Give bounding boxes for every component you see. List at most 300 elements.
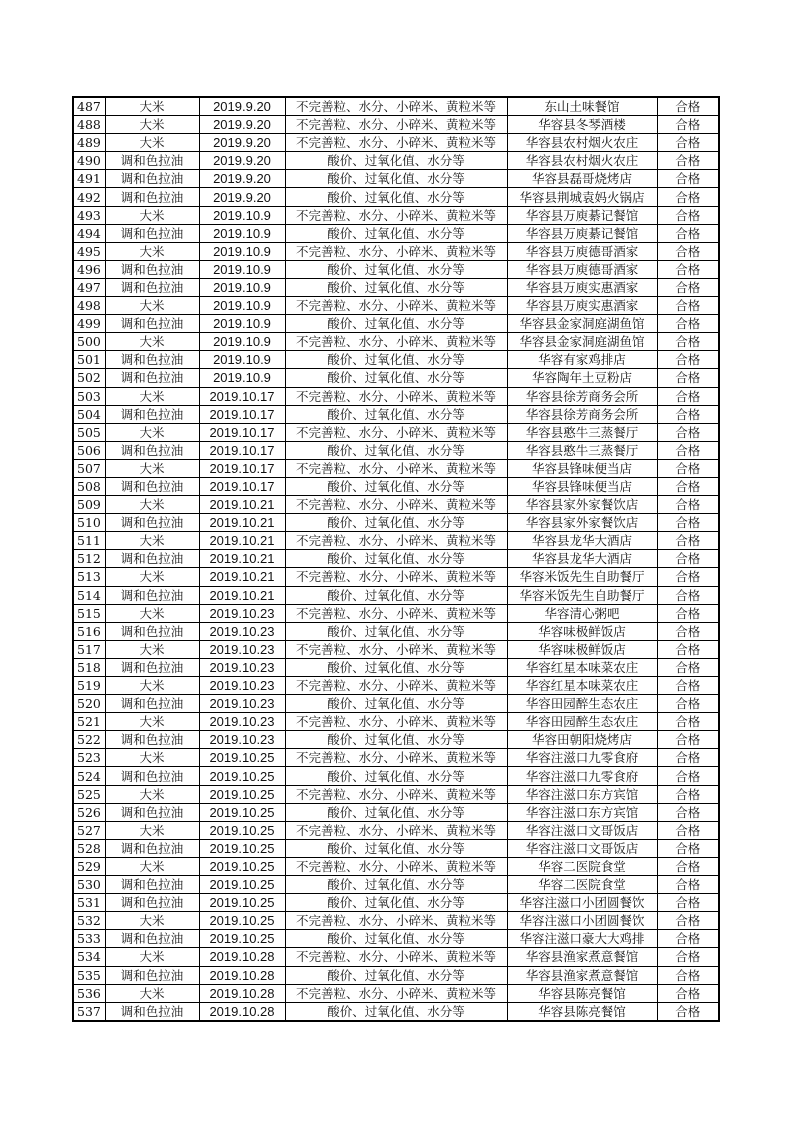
table-row bbox=[73, 134, 719, 152]
sampling-date-cell: 2019.10.21 bbox=[199, 496, 285, 514]
row-number-cell: 536 bbox=[73, 984, 105, 1002]
test-items-cell: 不完善粒、水分、小碎米、黄粒米等 bbox=[285, 206, 507, 224]
sampling-date-cell: 2019.10.23 bbox=[199, 658, 285, 676]
food-item-cell: 调和色拉油 bbox=[105, 405, 199, 423]
sampling-date-cell: 2019.10.23 bbox=[199, 695, 285, 713]
test-items-cell: 酸价、过氧化值、水分等 bbox=[285, 188, 507, 206]
sampling-date-cell: 2019.10.9 bbox=[199, 333, 285, 351]
test-items-cell: 酸价、过氧化值、水分等 bbox=[285, 152, 507, 170]
business-name-cell: 华容注滋口小团圆餐饮 bbox=[507, 912, 657, 930]
sampling-date-cell: 2019.10.25 bbox=[199, 749, 285, 767]
result-cell: 合格 bbox=[657, 134, 719, 152]
result-cell: 合格 bbox=[657, 604, 719, 622]
business-name-cell: 华容县万庾綦记餐馆 bbox=[507, 206, 657, 224]
test-items-cell: 不完善粒、水分、小碎米、黄粒米等 bbox=[285, 984, 507, 1002]
sampling-date-cell: 2019.10.25 bbox=[199, 839, 285, 857]
food-item-cell: 调和色拉油 bbox=[105, 622, 199, 640]
sampling-date-cell: 2019.10.9 bbox=[199, 369, 285, 387]
test-items-cell: 酸价、过氧化值、水分等 bbox=[285, 803, 507, 821]
result-cell: 合格 bbox=[657, 894, 719, 912]
sampling-date-cell: 2019.10.9 bbox=[199, 315, 285, 333]
table-row bbox=[73, 333, 719, 351]
table-row bbox=[73, 568, 719, 586]
business-name-cell: 华容田园醉生态农庄 bbox=[507, 695, 657, 713]
table-row bbox=[73, 297, 719, 315]
sampling-date-cell: 2019.10.17 bbox=[199, 459, 285, 477]
food-item-cell: 调和色拉油 bbox=[105, 369, 199, 387]
table-row bbox=[73, 894, 719, 912]
test-items-cell: 酸价、过氧化值、水分等 bbox=[285, 170, 507, 188]
table-row bbox=[73, 658, 719, 676]
food-item-cell: 大米 bbox=[105, 912, 199, 930]
table-row bbox=[73, 930, 719, 948]
row-number-cell: 531 bbox=[73, 894, 105, 912]
food-item-cell: 调和色拉油 bbox=[105, 876, 199, 894]
result-cell: 合格 bbox=[657, 224, 719, 242]
test-items-cell: 酸价、过氧化值、水分等 bbox=[285, 315, 507, 333]
row-number-cell: 510 bbox=[73, 514, 105, 532]
result-cell: 合格 bbox=[657, 351, 719, 369]
test-items-cell: 酸价、过氧化值、水分等 bbox=[285, 550, 507, 568]
test-items-cell: 不完善粒、水分、小碎米、黄粒米等 bbox=[285, 459, 507, 477]
sampling-date-cell: 2019.10.17 bbox=[199, 441, 285, 459]
table-row bbox=[73, 496, 719, 514]
test-items-cell: 不完善粒、水分、小碎米、黄粒米等 bbox=[285, 297, 507, 315]
row-number-cell: 492 bbox=[73, 188, 105, 206]
result-cell: 合格 bbox=[657, 278, 719, 296]
test-items-cell: 不完善粒、水分、小碎米、黄粒米等 bbox=[285, 532, 507, 550]
business-name-cell: 华容县陈亮餐馆 bbox=[507, 984, 657, 1002]
test-items-cell: 不完善粒、水分、小碎米、黄粒米等 bbox=[285, 116, 507, 134]
sampling-date-cell: 2019.10.9 bbox=[199, 224, 285, 242]
business-name-cell: 华容县荆城袁妈火锅店 bbox=[507, 188, 657, 206]
business-name-cell: 华容县金家洞庭湖鱼馆 bbox=[507, 333, 657, 351]
business-name-cell: 华容味极鲜饭店 bbox=[507, 622, 657, 640]
food-item-cell: 大米 bbox=[105, 459, 199, 477]
test-items-cell: 酸价、过氧化值、水分等 bbox=[285, 658, 507, 676]
table-row bbox=[73, 622, 719, 640]
table-row bbox=[73, 188, 719, 206]
result-cell: 合格 bbox=[657, 713, 719, 731]
sampling-date-cell: 2019.10.25 bbox=[199, 767, 285, 785]
test-items-cell: 不完善粒、水分、小碎米、黄粒米等 bbox=[285, 912, 507, 930]
row-number-cell: 523 bbox=[73, 749, 105, 767]
business-name-cell: 华容二医院食堂 bbox=[507, 857, 657, 875]
test-items-cell: 酸价、过氧化值、水分等 bbox=[285, 441, 507, 459]
test-items-cell: 酸价、过氧化值、水分等 bbox=[285, 586, 507, 604]
result-cell: 合格 bbox=[657, 387, 719, 405]
sampling-date-cell: 2019.10.23 bbox=[199, 677, 285, 695]
result-cell: 合格 bbox=[657, 966, 719, 984]
row-number-cell: 537 bbox=[73, 1002, 105, 1021]
row-number-cell: 516 bbox=[73, 622, 105, 640]
sampling-date-cell: 2019.10.23 bbox=[199, 731, 285, 749]
business-name-cell: 华容县锋味便当店 bbox=[507, 459, 657, 477]
row-number-cell: 500 bbox=[73, 333, 105, 351]
business-name-cell: 华容县万庾德哥酒家 bbox=[507, 260, 657, 278]
test-items-cell: 酸价、过氧化值、水分等 bbox=[285, 767, 507, 785]
result-cell: 合格 bbox=[657, 550, 719, 568]
table-row bbox=[73, 1002, 719, 1021]
result-cell: 合格 bbox=[657, 785, 719, 803]
business-name-cell: 华容味极鲜饭店 bbox=[507, 640, 657, 658]
sampling-date-cell: 2019.10.23 bbox=[199, 640, 285, 658]
result-cell: 合格 bbox=[657, 948, 719, 966]
row-number-cell: 501 bbox=[73, 351, 105, 369]
test-items-cell: 不完善粒、水分、小碎米、黄粒米等 bbox=[285, 333, 507, 351]
result-cell: 合格 bbox=[657, 658, 719, 676]
result-cell: 合格 bbox=[657, 821, 719, 839]
table-row bbox=[73, 604, 719, 622]
table-row bbox=[73, 912, 719, 930]
result-cell: 合格 bbox=[657, 97, 719, 116]
row-number-cell: 499 bbox=[73, 315, 105, 333]
table-row bbox=[73, 821, 719, 839]
food-item-cell: 调和色拉油 bbox=[105, 514, 199, 532]
food-item-cell: 调和色拉油 bbox=[105, 658, 199, 676]
result-cell: 合格 bbox=[657, 640, 719, 658]
table-row bbox=[73, 857, 719, 875]
result-cell: 合格 bbox=[657, 767, 719, 785]
food-item-cell: 大米 bbox=[105, 387, 199, 405]
food-item-cell: 调和色拉油 bbox=[105, 1002, 199, 1021]
business-name-cell: 华容县农村烟火农庄 bbox=[507, 152, 657, 170]
table-row bbox=[73, 785, 719, 803]
result-cell: 合格 bbox=[657, 586, 719, 604]
result-cell: 合格 bbox=[657, 568, 719, 586]
row-number-cell: 534 bbox=[73, 948, 105, 966]
food-item-cell: 大米 bbox=[105, 116, 199, 134]
sampling-date-cell: 2019.10.17 bbox=[199, 387, 285, 405]
sampling-date-cell: 2019.10.25 bbox=[199, 803, 285, 821]
sampling-date-cell: 2019.10.25 bbox=[199, 894, 285, 912]
row-number-cell: 521 bbox=[73, 713, 105, 731]
food-item-cell: 大米 bbox=[105, 857, 199, 875]
table-row bbox=[73, 514, 719, 532]
test-items-cell: 不完善粒、水分、小碎米、黄粒米等 bbox=[285, 785, 507, 803]
table-row bbox=[73, 550, 719, 568]
food-item-cell: 调和色拉油 bbox=[105, 695, 199, 713]
test-items-cell: 酸价、过氧化值、水分等 bbox=[285, 477, 507, 495]
row-number-cell: 508 bbox=[73, 477, 105, 495]
sampling-date-cell: 2019.10.25 bbox=[199, 857, 285, 875]
table-row bbox=[73, 278, 719, 296]
food-item-cell: 大米 bbox=[105, 333, 199, 351]
food-item-cell: 调和色拉油 bbox=[105, 550, 199, 568]
sampling-date-cell: 2019.9.20 bbox=[199, 134, 285, 152]
sampling-date-cell: 2019.10.9 bbox=[199, 278, 285, 296]
food-item-cell: 大米 bbox=[105, 677, 199, 695]
result-cell: 合格 bbox=[657, 876, 719, 894]
sampling-date-cell: 2019.10.25 bbox=[199, 912, 285, 930]
table-row bbox=[73, 477, 719, 495]
test-items-cell: 不完善粒、水分、小碎米、黄粒米等 bbox=[285, 242, 507, 260]
row-number-cell: 532 bbox=[73, 912, 105, 930]
food-item-cell: 大米 bbox=[105, 984, 199, 1002]
row-number-cell: 511 bbox=[73, 532, 105, 550]
row-number-cell: 496 bbox=[73, 260, 105, 278]
test-items-cell: 不完善粒、水分、小碎米、黄粒米等 bbox=[285, 423, 507, 441]
row-number-cell: 535 bbox=[73, 966, 105, 984]
result-cell: 合格 bbox=[657, 405, 719, 423]
row-number-cell: 507 bbox=[73, 459, 105, 477]
sampling-date-cell: 2019.10.23 bbox=[199, 713, 285, 731]
table-body bbox=[73, 97, 719, 1021]
business-name-cell: 华容县龙华大酒店 bbox=[507, 550, 657, 568]
food-item-cell: 大米 bbox=[105, 297, 199, 315]
test-items-cell: 不完善粒、水分、小碎米、黄粒米等 bbox=[285, 387, 507, 405]
business-name-cell: 华容县渔家煮意餐馆 bbox=[507, 966, 657, 984]
result-cell: 合格 bbox=[657, 170, 719, 188]
table-row bbox=[73, 677, 719, 695]
table-row bbox=[73, 206, 719, 224]
sampling-date-cell: 2019.10.25 bbox=[199, 785, 285, 803]
food-item-cell: 大米 bbox=[105, 423, 199, 441]
row-number-cell: 520 bbox=[73, 695, 105, 713]
business-name-cell: 华容田朝阳烧烤店 bbox=[507, 731, 657, 749]
row-number-cell: 514 bbox=[73, 586, 105, 604]
inspection-results-table bbox=[72, 96, 720, 1022]
result-cell: 合格 bbox=[657, 423, 719, 441]
business-name-cell: 华容县家外家餐饮店 bbox=[507, 514, 657, 532]
result-cell: 合格 bbox=[657, 731, 719, 749]
business-name-cell: 华容红星本味菜农庄 bbox=[507, 677, 657, 695]
food-item-cell: 大米 bbox=[105, 713, 199, 731]
row-number-cell: 530 bbox=[73, 876, 105, 894]
business-name-cell: 华容县憨牛三蒸餐厅 bbox=[507, 441, 657, 459]
row-number-cell: 517 bbox=[73, 640, 105, 658]
sampling-date-cell: 2019.9.20 bbox=[199, 116, 285, 134]
test-items-cell: 不完善粒、水分、小碎米、黄粒米等 bbox=[285, 134, 507, 152]
result-cell: 合格 bbox=[657, 206, 719, 224]
row-number-cell: 525 bbox=[73, 785, 105, 803]
business-name-cell: 华容县渔家煮意餐馆 bbox=[507, 948, 657, 966]
test-items-cell: 酸价、过氧化值、水分等 bbox=[285, 260, 507, 278]
table-row bbox=[73, 984, 719, 1002]
sampling-date-cell: 2019.10.9 bbox=[199, 297, 285, 315]
table-row bbox=[73, 170, 719, 188]
business-name-cell: 华容县憨牛三蒸餐厅 bbox=[507, 423, 657, 441]
row-number-cell: 512 bbox=[73, 550, 105, 568]
food-item-cell: 调和色拉油 bbox=[105, 966, 199, 984]
food-item-cell: 大米 bbox=[105, 568, 199, 586]
sampling-date-cell: 2019.10.9 bbox=[199, 242, 285, 260]
sampling-date-cell: 2019.10.23 bbox=[199, 604, 285, 622]
food-item-cell: 调和色拉油 bbox=[105, 170, 199, 188]
table-row bbox=[73, 224, 719, 242]
row-number-cell: 519 bbox=[73, 677, 105, 695]
table-row bbox=[73, 640, 719, 658]
business-name-cell: 华容注滋口东方宾馆 bbox=[507, 803, 657, 821]
table-row bbox=[73, 97, 719, 116]
food-item-cell: 调和色拉油 bbox=[105, 477, 199, 495]
food-item-cell: 调和色拉油 bbox=[105, 188, 199, 206]
food-item-cell: 大米 bbox=[105, 948, 199, 966]
test-items-cell: 酸价、过氧化值、水分等 bbox=[285, 224, 507, 242]
table-row bbox=[73, 423, 719, 441]
test-items-cell: 酸价、过氧化值、水分等 bbox=[285, 695, 507, 713]
test-items-cell: 不完善粒、水分、小碎米、黄粒米等 bbox=[285, 640, 507, 658]
result-cell: 合格 bbox=[657, 1002, 719, 1021]
business-name-cell: 东山土味餐馆 bbox=[507, 97, 657, 116]
row-number-cell: 529 bbox=[73, 857, 105, 875]
sampling-date-cell: 2019.10.9 bbox=[199, 351, 285, 369]
test-items-cell: 酸价、过氧化值、水分等 bbox=[285, 894, 507, 912]
row-number-cell: 491 bbox=[73, 170, 105, 188]
business-name-cell: 华容县龙华大酒店 bbox=[507, 532, 657, 550]
business-name-cell: 华容陶年土豆粉店 bbox=[507, 369, 657, 387]
table-row bbox=[73, 803, 719, 821]
food-item-cell: 调和色拉油 bbox=[105, 260, 199, 278]
business-name-cell: 华容田园醉生态农庄 bbox=[507, 713, 657, 731]
test-items-cell: 不完善粒、水分、小碎米、黄粒米等 bbox=[285, 821, 507, 839]
food-item-cell: 大米 bbox=[105, 496, 199, 514]
test-items-cell: 酸价、过氧化值、水分等 bbox=[285, 351, 507, 369]
test-items-cell: 不完善粒、水分、小碎米、黄粒米等 bbox=[285, 496, 507, 514]
result-cell: 合格 bbox=[657, 242, 719, 260]
business-name-cell: 华容注滋口文哥饭店 bbox=[507, 821, 657, 839]
table-row bbox=[73, 116, 719, 134]
table-row bbox=[73, 767, 719, 785]
result-cell: 合格 bbox=[657, 315, 719, 333]
sampling-date-cell: 2019.9.20 bbox=[199, 170, 285, 188]
test-items-cell: 不完善粒、水分、小碎米、黄粒米等 bbox=[285, 713, 507, 731]
row-number-cell: 524 bbox=[73, 767, 105, 785]
row-number-cell: 504 bbox=[73, 405, 105, 423]
business-name-cell: 华容有家鸡排店 bbox=[507, 351, 657, 369]
result-cell: 合格 bbox=[657, 857, 719, 875]
food-item-cell: 大米 bbox=[105, 749, 199, 767]
business-name-cell: 华容县陈亮餐馆 bbox=[507, 1002, 657, 1021]
table-row bbox=[73, 876, 719, 894]
result-cell: 合格 bbox=[657, 532, 719, 550]
row-number-cell: 522 bbox=[73, 731, 105, 749]
business-name-cell: 华容注滋口小团圆餐饮 bbox=[507, 894, 657, 912]
result-cell: 合格 bbox=[657, 930, 719, 948]
result-cell: 合格 bbox=[657, 459, 719, 477]
result-cell: 合格 bbox=[657, 116, 719, 134]
sampling-date-cell: 2019.9.20 bbox=[199, 152, 285, 170]
test-items-cell: 酸价、过氧化值、水分等 bbox=[285, 839, 507, 857]
business-name-cell: 华容注滋口文哥饭店 bbox=[507, 839, 657, 857]
test-items-cell: 不完善粒、水分、小碎米、黄粒米等 bbox=[285, 97, 507, 116]
test-items-cell: 酸价、过氧化值、水分等 bbox=[285, 278, 507, 296]
business-name-cell: 华容米饭先生自助餐厅 bbox=[507, 586, 657, 604]
table-row bbox=[73, 948, 719, 966]
business-name-cell: 华容县万庾实惠酒家 bbox=[507, 297, 657, 315]
business-name-cell: 华容清心粥吧 bbox=[507, 604, 657, 622]
table-row bbox=[73, 839, 719, 857]
business-name-cell: 华容注滋口九零食府 bbox=[507, 767, 657, 785]
result-cell: 合格 bbox=[657, 260, 719, 278]
result-cell: 合格 bbox=[657, 514, 719, 532]
sampling-date-cell: 2019.10.25 bbox=[199, 876, 285, 894]
sampling-date-cell: 2019.10.9 bbox=[199, 206, 285, 224]
sampling-date-cell: 2019.10.21 bbox=[199, 532, 285, 550]
row-number-cell: 528 bbox=[73, 839, 105, 857]
test-items-cell: 酸价、过氧化值、水分等 bbox=[285, 876, 507, 894]
table-row bbox=[73, 966, 719, 984]
test-items-cell: 酸价、过氧化值、水分等 bbox=[285, 514, 507, 532]
sampling-date-cell: 2019.10.17 bbox=[199, 477, 285, 495]
sampling-date-cell: 2019.10.17 bbox=[199, 423, 285, 441]
food-item-cell: 调和色拉油 bbox=[105, 315, 199, 333]
table-row bbox=[73, 441, 719, 459]
test-items-cell: 不完善粒、水分、小碎米、黄粒米等 bbox=[285, 604, 507, 622]
row-number-cell: 509 bbox=[73, 496, 105, 514]
sampling-date-cell: 2019.10.28 bbox=[199, 948, 285, 966]
test-items-cell: 酸价、过氧化值、水分等 bbox=[285, 622, 507, 640]
test-items-cell: 不完善粒、水分、小碎米、黄粒米等 bbox=[285, 677, 507, 695]
food-item-cell: 调和色拉油 bbox=[105, 839, 199, 857]
table-row bbox=[73, 260, 719, 278]
sampling-date-cell: 2019.10.21 bbox=[199, 514, 285, 532]
row-number-cell: 502 bbox=[73, 369, 105, 387]
food-item-cell: 调和色拉油 bbox=[105, 586, 199, 604]
row-number-cell: 518 bbox=[73, 658, 105, 676]
result-cell: 合格 bbox=[657, 749, 719, 767]
food-item-cell: 调和色拉油 bbox=[105, 351, 199, 369]
test-items-cell: 酸价、过氧化值、水分等 bbox=[285, 1002, 507, 1021]
result-cell: 合格 bbox=[657, 152, 719, 170]
row-number-cell: 513 bbox=[73, 568, 105, 586]
sampling-date-cell: 2019.9.20 bbox=[199, 97, 285, 116]
sampling-date-cell: 2019.10.25 bbox=[199, 930, 285, 948]
table-row bbox=[73, 369, 719, 387]
row-number-cell: 487 bbox=[73, 97, 105, 116]
result-cell: 合格 bbox=[657, 622, 719, 640]
result-cell: 合格 bbox=[657, 188, 719, 206]
row-number-cell: 490 bbox=[73, 152, 105, 170]
row-number-cell: 527 bbox=[73, 821, 105, 839]
food-item-cell: 调和色拉油 bbox=[105, 152, 199, 170]
business-name-cell: 华容米饭先生自助餐厅 bbox=[507, 568, 657, 586]
business-name-cell: 华容红星本味菜农庄 bbox=[507, 658, 657, 676]
test-items-cell: 不完善粒、水分、小碎米、黄粒米等 bbox=[285, 568, 507, 586]
food-item-cell: 调和色拉油 bbox=[105, 767, 199, 785]
row-number-cell: 506 bbox=[73, 441, 105, 459]
row-number-cell: 497 bbox=[73, 278, 105, 296]
table-row bbox=[73, 242, 719, 260]
row-number-cell: 489 bbox=[73, 134, 105, 152]
table-row bbox=[73, 695, 719, 713]
food-item-cell: 调和色拉油 bbox=[105, 803, 199, 821]
row-number-cell: 533 bbox=[73, 930, 105, 948]
row-number-cell: 505 bbox=[73, 423, 105, 441]
business-name-cell: 华容县家外家餐饮店 bbox=[507, 496, 657, 514]
food-item-cell: 大米 bbox=[105, 97, 199, 116]
food-item-cell: 调和色拉油 bbox=[105, 731, 199, 749]
sampling-date-cell: 2019.10.21 bbox=[199, 550, 285, 568]
test-items-cell: 不完善粒、水分、小碎米、黄粒米等 bbox=[285, 948, 507, 966]
sampling-date-cell: 2019.10.25 bbox=[199, 821, 285, 839]
row-number-cell: 493 bbox=[73, 206, 105, 224]
business-name-cell: 华容县徐芳商务会所 bbox=[507, 387, 657, 405]
result-cell: 合格 bbox=[657, 984, 719, 1002]
row-number-cell: 526 bbox=[73, 803, 105, 821]
sampling-date-cell: 2019.10.28 bbox=[199, 1002, 285, 1021]
table-row bbox=[73, 749, 719, 767]
result-cell: 合格 bbox=[657, 297, 719, 315]
test-items-cell: 酸价、过氧化值、水分等 bbox=[285, 369, 507, 387]
result-cell: 合格 bbox=[657, 333, 719, 351]
sampling-date-cell: 2019.10.28 bbox=[199, 966, 285, 984]
sampling-date-cell: 2019.10.9 bbox=[199, 260, 285, 278]
result-cell: 合格 bbox=[657, 369, 719, 387]
test-items-cell: 酸价、过氧化值、水分等 bbox=[285, 930, 507, 948]
business-name-cell: 华容注滋口东方宾馆 bbox=[507, 785, 657, 803]
food-item-cell: 大米 bbox=[105, 604, 199, 622]
